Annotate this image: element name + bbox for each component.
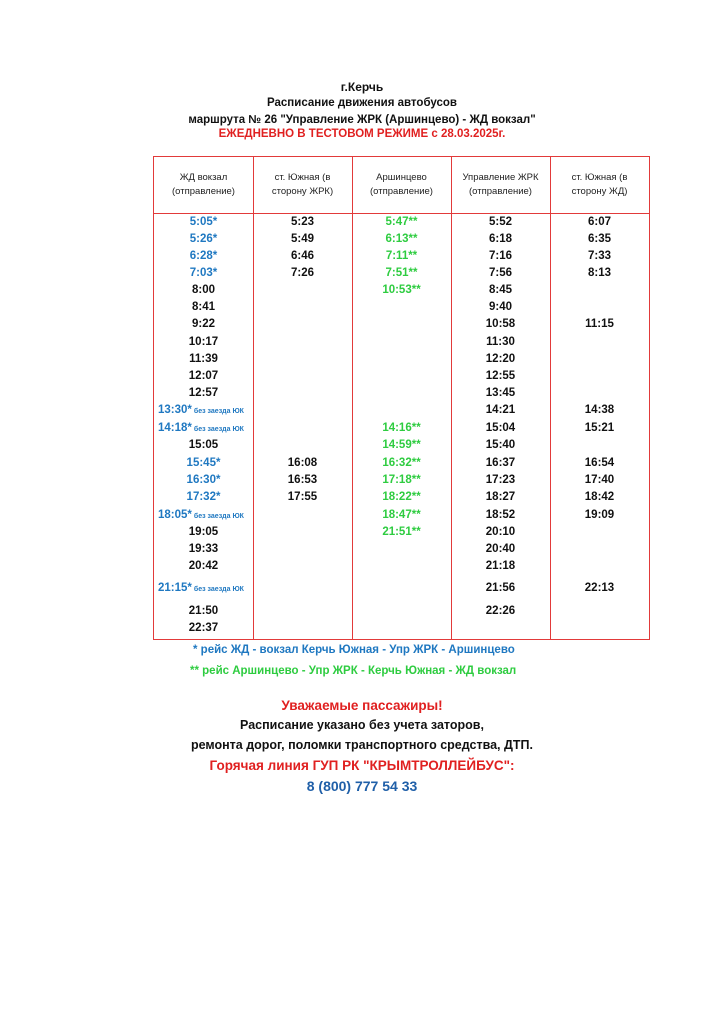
time-value: 8:45 xyxy=(488,284,513,296)
time-value: 7:33 xyxy=(587,250,612,262)
time-cell xyxy=(451,232,550,246)
time-cell xyxy=(451,456,550,470)
time-value: 14:21 xyxy=(485,404,516,416)
legend-single-star: * рейс ЖД - вокзал Керчь Южная - Упр ЖРК - Аршинцево xyxy=(193,644,515,656)
time-cell xyxy=(158,581,244,597)
time-cell xyxy=(352,232,451,246)
time-value: 5:05* xyxy=(189,216,218,228)
disclaimer-line-1: Расписание указано без учета заторов, xyxy=(240,718,484,732)
time-cell xyxy=(154,604,253,618)
time-cell xyxy=(352,438,451,452)
time-cell xyxy=(352,508,451,522)
time-cell xyxy=(451,473,550,487)
time-value: 16:08 xyxy=(287,457,318,469)
column-header-line: Аршинцево xyxy=(376,172,427,183)
time-value: 5:52 xyxy=(488,216,513,228)
hotline-label: Горячая линия ГУП РК "КРЫМТРОЛЛЕЙБУС": xyxy=(209,758,515,773)
time-value: 21:51** xyxy=(382,526,421,538)
time-value: 7:11** xyxy=(385,250,418,262)
time-cell xyxy=(451,438,550,452)
time-cell xyxy=(352,283,451,297)
time-value: 15:40 xyxy=(485,439,516,451)
time-cell xyxy=(451,317,550,331)
column-header-line: (отправление) xyxy=(172,186,235,197)
time-cell xyxy=(451,335,550,349)
time-value: 16:32** xyxy=(382,457,421,469)
no-stop-note: без заезда ЮК xyxy=(193,586,244,593)
time-cell xyxy=(550,403,649,417)
time-value: 6:18 xyxy=(488,233,513,245)
time-cell xyxy=(158,403,244,419)
time-cell xyxy=(550,508,649,522)
time-cell xyxy=(451,604,550,618)
time-cell xyxy=(352,266,451,280)
time-cell xyxy=(451,559,550,573)
time-value: 18:42 xyxy=(584,491,615,503)
time-value: 17:40 xyxy=(584,474,615,486)
time-value: 6:28* xyxy=(189,250,218,262)
time-value: 13:30* xyxy=(158,404,192,416)
time-value: 20:10 xyxy=(485,526,516,538)
time-value: 11:30 xyxy=(486,336,515,348)
time-value: 22:37 xyxy=(188,622,219,634)
column-divider xyxy=(352,157,353,639)
time-cell xyxy=(154,438,253,452)
time-cell xyxy=(550,421,649,435)
time-value: 12:57 xyxy=(188,387,219,399)
time-value: 5:47** xyxy=(385,216,418,228)
time-cell xyxy=(158,508,244,524)
time-value: 16:53 xyxy=(287,474,318,486)
time-value: 20:42 xyxy=(188,560,219,572)
time-cell xyxy=(451,581,550,595)
time-cell xyxy=(550,317,649,331)
passenger-greeting: Уважаемые пассажиры! xyxy=(281,698,443,713)
time-value: 6:13** xyxy=(385,233,418,245)
time-cell xyxy=(253,490,352,504)
time-value: 15:04 xyxy=(485,422,516,434)
time-cell xyxy=(154,473,253,487)
time-value: 18:27 xyxy=(485,491,516,503)
time-value: 18:47** xyxy=(382,509,421,521)
time-cell xyxy=(451,525,550,539)
time-value: 14:18* xyxy=(158,422,192,434)
column-header xyxy=(451,171,550,199)
time-value: 12:55 xyxy=(485,370,516,382)
schedule-title: Расписание движения автобусов xyxy=(267,97,457,109)
column-header-line: (отправление) xyxy=(469,186,532,197)
time-cell xyxy=(253,215,352,229)
column-header-line: ЖД вокзал xyxy=(179,172,228,183)
time-value: 21:18 xyxy=(485,560,516,572)
time-value: 11:15 xyxy=(585,318,614,330)
column-header-line: ст. Южная (в xyxy=(274,172,331,183)
time-cell xyxy=(451,249,550,263)
time-value: 10:17 xyxy=(188,336,219,348)
time-cell xyxy=(451,508,550,522)
time-value: 22:26 xyxy=(485,605,516,617)
time-value: 16:37 xyxy=(485,457,516,469)
time-value: 17:55 xyxy=(287,491,318,503)
column-divider xyxy=(253,157,254,639)
column-header-line: Управление ЖРК xyxy=(462,172,539,183)
time-value: 7:26 xyxy=(290,267,315,279)
time-cell xyxy=(154,232,253,246)
time-value: 14:16** xyxy=(382,422,421,434)
time-cell xyxy=(550,456,649,470)
time-value: 6:35 xyxy=(587,233,612,245)
time-value: 20:40 xyxy=(485,543,516,555)
time-cell xyxy=(154,317,253,331)
time-value: 7:56 xyxy=(488,267,513,279)
time-cell xyxy=(352,249,451,263)
time-value: 10:53** xyxy=(382,284,421,296)
time-cell xyxy=(253,266,352,280)
time-cell xyxy=(451,283,550,297)
time-cell xyxy=(451,386,550,400)
time-cell xyxy=(550,473,649,487)
time-value: 13:45 xyxy=(485,387,516,399)
time-cell xyxy=(154,369,253,383)
time-value: 14:59** xyxy=(382,439,421,451)
time-cell xyxy=(451,266,550,280)
time-value: 8:41 xyxy=(191,301,216,313)
time-value: 21:50 xyxy=(188,605,219,617)
route-title: маршрута № 26 "Управление ЖРК (Аршинцево) - ЖД вокзал" xyxy=(188,114,536,126)
time-value: 9:40 xyxy=(488,301,513,313)
time-value: 10:58 xyxy=(485,318,516,330)
time-value: 5:49 xyxy=(290,233,315,245)
time-value: 9:22 xyxy=(191,318,216,330)
time-cell xyxy=(154,559,253,573)
time-value: 18:22** xyxy=(382,491,421,503)
time-cell xyxy=(154,621,253,635)
column-header-line: (отправление) xyxy=(370,186,433,197)
time-cell xyxy=(158,421,244,437)
time-cell xyxy=(154,490,253,504)
mode-notice: ЕЖЕДНЕВНО В ТЕСТОВОМ РЕЖИМЕ с 28.03.2025г. xyxy=(218,128,506,140)
city-title: г.Керчь xyxy=(340,80,384,94)
time-cell xyxy=(352,456,451,470)
column-header xyxy=(352,171,451,199)
time-value: 12:07 xyxy=(188,370,219,382)
time-cell xyxy=(154,542,253,556)
time-cell xyxy=(154,300,253,314)
time-value: 15:21 xyxy=(584,422,615,434)
time-cell xyxy=(550,215,649,229)
column-header xyxy=(253,171,352,199)
time-cell xyxy=(253,232,352,246)
header-divider xyxy=(154,213,649,214)
time-value: 22:13 xyxy=(584,582,615,594)
column-header xyxy=(550,171,649,199)
time-value: 6:07 xyxy=(587,216,612,228)
time-value: 15:45* xyxy=(186,457,221,469)
time-value: 12:20 xyxy=(485,353,516,365)
time-cell xyxy=(451,369,550,383)
time-value: 19:09 xyxy=(584,509,615,521)
time-cell xyxy=(154,352,253,366)
time-value: 17:32* xyxy=(186,491,221,503)
time-cell xyxy=(352,490,451,504)
no-stop-note: без заезда ЮК xyxy=(193,426,244,433)
column-header xyxy=(154,171,253,199)
time-value: 17:23 xyxy=(485,474,516,486)
time-cell xyxy=(154,335,253,349)
time-cell xyxy=(451,403,550,417)
time-cell xyxy=(253,456,352,470)
time-value: 14:38 xyxy=(584,404,615,416)
time-value: 15:05 xyxy=(188,439,219,451)
time-cell xyxy=(550,581,649,595)
no-stop-note: без заезда ЮК xyxy=(193,513,244,520)
time-cell xyxy=(451,215,550,229)
time-cell xyxy=(451,352,550,366)
time-cell xyxy=(154,283,253,297)
column-header-line: сторону ЖД) xyxy=(571,186,628,197)
time-value: 11:39 xyxy=(189,353,218,365)
time-cell xyxy=(154,525,253,539)
time-value: 5:26* xyxy=(189,233,218,245)
time-cell xyxy=(253,473,352,487)
time-cell xyxy=(451,490,550,504)
time-cell xyxy=(550,249,649,263)
time-value: 8:13 xyxy=(587,267,612,279)
time-cell xyxy=(352,215,451,229)
column-header-line: ст. Южная (в xyxy=(571,172,628,183)
time-value: 21:15* xyxy=(158,582,192,594)
time-cell xyxy=(154,386,253,400)
time-value: 7:16 xyxy=(488,250,513,262)
time-value: 5:23 xyxy=(290,216,315,228)
time-value: 7:03* xyxy=(189,267,218,279)
time-value: 19:05 xyxy=(188,526,219,538)
time-cell xyxy=(154,456,253,470)
time-cell xyxy=(451,542,550,556)
time-cell xyxy=(154,215,253,229)
time-cell xyxy=(352,525,451,539)
time-cell xyxy=(352,473,451,487)
time-cell xyxy=(550,490,649,504)
time-value: 6:46 xyxy=(290,250,315,262)
time-cell xyxy=(451,300,550,314)
time-cell xyxy=(352,421,451,435)
time-value: 16:54 xyxy=(584,457,615,469)
time-cell xyxy=(253,249,352,263)
time-value: 7:51** xyxy=(385,267,418,279)
time-cell xyxy=(154,249,253,263)
time-value: 17:18** xyxy=(382,474,421,486)
legend-double-star: ** рейс Аршинцево - Упр ЖРК - Керчь Южная - ЖД вокзал xyxy=(190,665,517,677)
disclaimer-line-2: ремонта дорог, поломки транспортного средства, ДТП. xyxy=(190,738,534,752)
column-divider xyxy=(550,157,551,639)
column-header-line: сторону ЖРК) xyxy=(271,186,334,197)
time-cell xyxy=(154,266,253,280)
time-value: 19:33 xyxy=(188,543,219,555)
time-cell xyxy=(451,421,550,435)
time-value: 16:30* xyxy=(186,474,221,486)
time-value: 18:52 xyxy=(485,509,516,521)
no-stop-note: без заезда ЮК xyxy=(193,408,244,415)
schedule-table xyxy=(153,156,650,640)
time-cell xyxy=(550,266,649,280)
time-value: 18:05* xyxy=(158,509,192,521)
time-value: 8:00 xyxy=(191,284,216,296)
time-cell xyxy=(550,232,649,246)
time-value: 21:56 xyxy=(485,582,516,594)
hotline-phone: 8 (800) 777 54 33 xyxy=(306,778,418,794)
